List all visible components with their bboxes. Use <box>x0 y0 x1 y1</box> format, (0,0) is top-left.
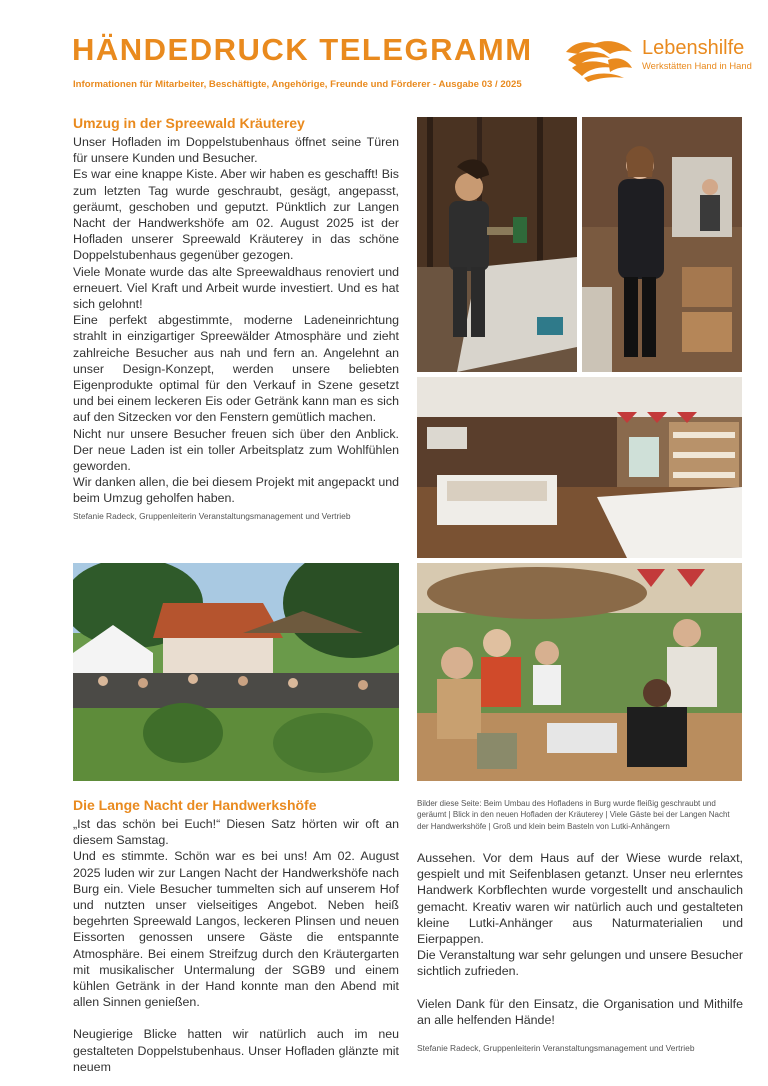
article-credit: Stefanie Radeck, Gruppenleiterin Veranstaltungsmanagement und Vertrieb <box>73 510 351 521</box>
article-paragraph: Neugierige Blicke hatten wir natürlich auch im neu gestalteten Doppelstubenhaus. Unser Hofladen glänzte mit neuem <box>73 1027 399 1074</box>
photo-construction-drilling <box>417 117 577 372</box>
article-paragraph: Nicht nur unsere Besucher freuen sich über den Anblick. Der neue Laden ist ein toller Arbeitsplatz zum Wohlfühlen geworden. <box>73 426 399 474</box>
lebenshilfe-logo <box>564 37 752 82</box>
article-paragraph: Vielen Dank für den Einsatz, die Organisation und Mithilfe an alle helfenden Hände! <box>417 996 743 1027</box>
photo-garden-event <box>73 563 399 781</box>
article-umzug <box>73 114 399 522</box>
article-paragraph: Und es stimmte. Schön war es bei uns! Am 02. August 2025 luden wir zur Langen Nacht der Handwerkshöfe nach Burg ein. Viele Besucher tummelten sich auf unserem Hof und nutzten unser vielseitiges Angebot. Neben heiß begehrten Spreewald Langos, leckeren Plinsen und neuen Eissorten genossen unsere Gäste die entspannte Atmosphäre. Bei einem Streifzug durch den Kräutergarten mit musikalischer Untermalung der SGB9 und einem kühlen Getränk in der Hand konnte man den Abend mit allen Sinnen genießen. <box>73 849 399 1010</box>
photo-shop-interior <box>417 377 742 558</box>
hands-logo-icon <box>564 38 634 82</box>
article-paragraph: Aussehen. Vor dem Haus auf der Wiese wurde relaxt, gespielt und mit Seifenblasen getanzt. Unser neu erlerntes Handwerk Korbflechten wurde vorgestellt und anschaulich gemacht. Kreativ waren wir natürlich auch und gestalteten kleine Lutki-Anhänger aus Naturmaterialien und Eierpappen. <box>417 851 743 947</box>
article-paragraph: Unser Hofladen im Doppelstubenhaus öffnet seine Türen für unsere Kunden und Besucher. <box>73 135 399 166</box>
article-paragraph: Die Veranstaltung war sehr gelungen und unsere Besucher sichtlich zufrieden. <box>417 948 743 979</box>
article-lange-nacht <box>73 796 399 1075</box>
newsletter-subtitle: Informationen für Mitarbeiter, Beschäftigte, Angehörige, Freunde und Förderer - Ausgabe 03 / 2025 <box>73 79 522 90</box>
photo-crafting-lutki <box>417 563 742 781</box>
article-lange-nacht-heading: Die Lange Nacht der Handwerkshöfe <box>73 797 317 813</box>
article-paragraph: „Ist das schön bei Euch!“ Diesen Satz hörten wir oft an diesem Samstag. <box>73 817 399 848</box>
newsletter-title: HÄNDEDRUCK TELEGRAMM <box>72 32 533 67</box>
logo-tagline: Werkstätten Hand in Hand <box>642 60 752 71</box>
article-paragraph: Wir danken allen, die bei diesem Projekt mit angepackt und beim Umzug geholfen haben. <box>73 475 399 506</box>
article-paragraph: Viele Monate wurde das alte Spreewaldhaus renoviert und erneuert. Viel Kraft und Arbeit wurde investiert. Und es hat sich gelohnt! <box>73 264 399 312</box>
photo-caption: Bilder diese Seite: Beim Umbau des Hofladens in Burg wurde fleißig geschraubt und geräumt | Blick in den neuen Hofladen der Kräuterey | Viele Gäste bei der Langen Nacht der Handwerkshöfe | Groß und klein beim Basteln von Lutki-Anhängern <box>417 799 730 831</box>
photo-shop-staff <box>582 117 742 372</box>
article-paragraph: Eine perfekt abgestimmte, moderne Ladeneinrichtung strahlt in einzigartiger Spreewälder Atmosphäre und zieht zahlreiche Besucher aus nah und fern an. Angelehnt an unser Design-Konzept, werden unsere beliebten Eigenprodukte optimal für den Verkauf in Szene gesetzt und bei einem leckeren Eis oder Getränk kann man es sich auf den Sitzecken vor den Fenstern gemütlich machen. <box>73 313 399 425</box>
article-lange-nacht-continued <box>417 850 743 1054</box>
logo-name: Lebenshilfe <box>642 37 745 59</box>
article-credit: Stefanie Radeck, Gruppenleiterin Veranstaltungsmanagement und Vertrieb <box>417 1043 695 1054</box>
article-umzug-heading: Umzug in der Spreewald Kräuterey <box>73 115 305 131</box>
article-paragraph: Es war eine knappe Kiste. Aber wir haben es geschafft! Bis zum letzten Tag wurde geschraubt, gesägt, angepasst, geräumt, geschoben und geputzt. Pünktlich zur Langen Nacht der Handwerkshöfe am 02. August 2025 ist der Hofladen unserer Spreewald Kräuterey in das schöne Doppelstubenhaus gegenüber gezogen. <box>73 167 399 263</box>
